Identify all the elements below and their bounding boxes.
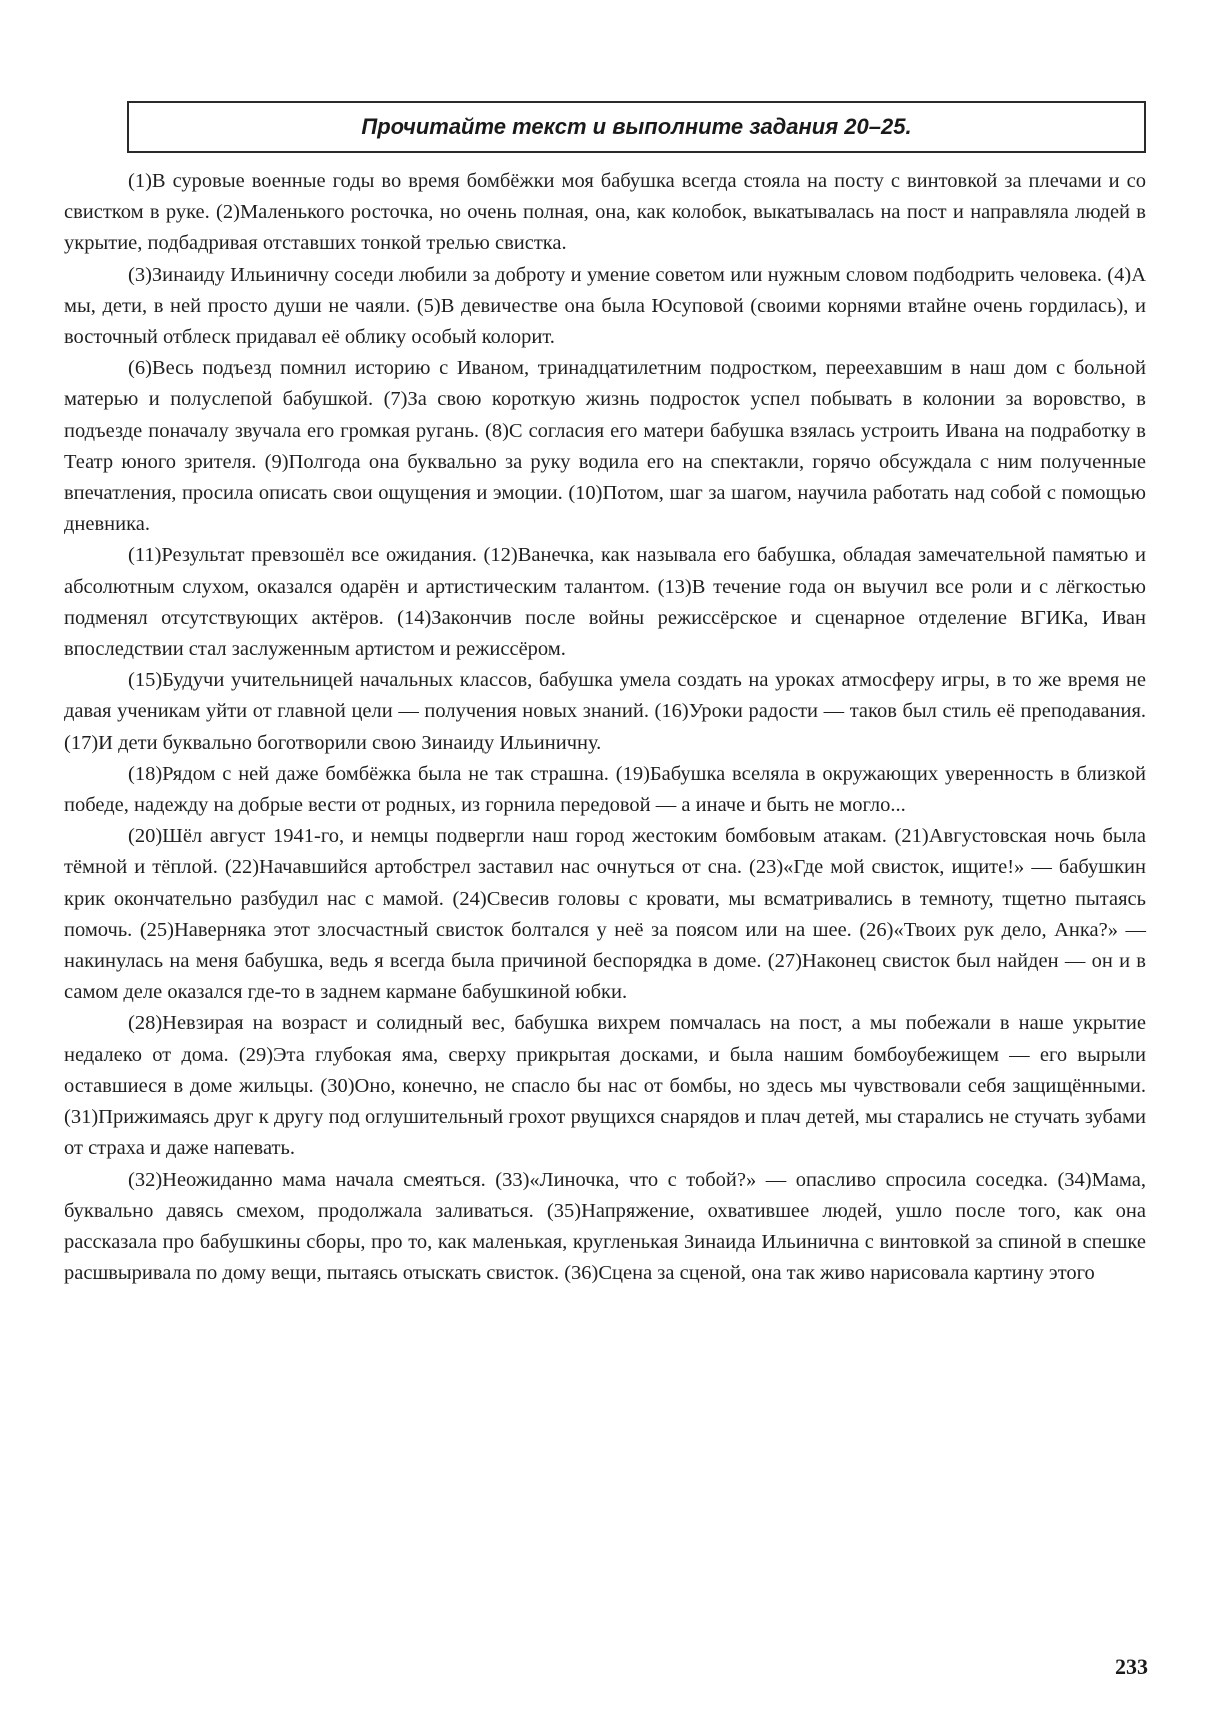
paragraph-9: (32)Неожиданно мама начала смеяться. (33)«Линочка, что с тобой?» — опасливо спросила соседка. (34)Мама, буквально давясь смехом, продолжала заливаться. (35)Напряжение, охватившее людей, ушло после того, как она рассказала про бабушкины сборы, про то, как маленькая, кругленькая Зинаида Ильинична с винтовкой за спиной в спешке расшвыривала по дому вещи, пытаясь отыскать свисток. (36)Сцена за сценой, она так живо нарисовала картину этого [64,1168,1146,1285]
paragraph-4: (11)Результат превзошёл все ожидания. (12)Ванечка, как называла его бабушка, обладая замечательной памятью и абсолютным слухом, оказался одарён и артистическим талантом. (13)В течение года он выучил все роли и с лёгкостью подменял отсутствующих актёров. (14)Закончив после войны режиссёрское и сценарное отделение ВГИКа, Иван впоследствии стал заслуженным артистом и режиссёром. [64,544,1146,661]
task-title: Прочитайте текст и выполните задания 20–25. [361,114,912,139]
paragraph-5: (15)Будучи учительницей начальных классов, бабушка умела создать на уроках атмосферу игры, в то же время не давая ученикам уйти от главной цели — получения новых знаний. (16)Уроки радости — таков был стиль её преподавания. (17)И дети буквально боготворили свою Зинаиду Ильиничну. [64,669,1146,754]
paragraph-6: (18)Рядом с ней даже бомбёжка была не так страшна. (19)Бабушка вселяла в окружающих уверенность в близкой победе, надежду на добрые вести от родных, из горнила передовой — а иначе и быть не могло... [64,762,1146,817]
page-number: 233 [1115,1654,1148,1679]
task-header-box [127,101,1146,153]
reading-text [64,166,1146,1289]
paragraph-1: (1)В суровые военные годы во время бомбёжки моя бабушка всегда стояла на посту с винтовкой за плечами и со свистком в руке. (2)Маленького росточка, но очень полная, она, как колобок, выкатывалась на пост и направляла людей в укрытие, подбадривая отставших тонкой трелью свистка. [64,170,1146,255]
paragraph-8: (28)Невзирая на возраст и солидный вес, бабушка вихрем помчалась на пост, а мы побежали в наше укрытие недалеко от дома. (29)Эта глубокая яма, сверху прикрытая досками, и была нашим бомбоубежищем — его вырыли оставшиеся в доме жильцы. (30)Оно, конечно, не спасло бы нас от бомбы, но здесь мы чувствовали себя защищёнными. (31)Прижимаясь друг к другу под оглушительный грохот рвущихся снарядов и плач детей, мы старались не стучать зубами от страха и даже напевать. [64,1012,1146,1160]
paragraph-2: (3)Зинаиду Ильиничну соседи любили за доброту и умение советом или нужным словом подбодрить человека. (4)А мы, дети, в ней просто души не чаяли. (5)В девичестве она была Юсуповой (своими корнями втайне очень гордилась), и восточный отблеск придавал её облику особый колорит. [64,263,1146,349]
paragraph-3: (6)Весь подъезд помнил историю с Иваном, тринадцатилетним подростком, переехавшим в наш дом с больной матерью и полуслепой бабушкой. (7)За свою короткую жизнь подросток успел побывать в колонии за воровство, в подъезде поначалу звучала его громкая ругань. (8)С согласия его матери бабушка взялась устроить Ивана на подработку в Театр юного зрителя. (9)Полгода она буквально за руку водила его на спектакли, горячо обсуждала с ним полученные впечатления, просила описать свои ощущения и эмоции. (10)Потом, шаг за шагом, научила работать над собой с помощью дневника. [64,357,1146,536]
paragraph-7: (20)Шёл август 1941-го, и немцы подвергли наш город жестоким бомбовым атакам. (21)Августовская ночь была тёмной и тёплой. (22)Начавшийся артобстрел заставил нас очнуться от сна. (23)«Где мой свисток, ищите!» — бабушкин крик окончательно разбудил нас с мамой. (24)Свесив головы с кровати, мы всматривались в темноту, тщетно пытаясь помочь. (25)Наверняка этот злосчастный свисток болтался у неё за поясом или на шее. (26)«Твоих рук дело, Анка?» — накинулась на меня бабушка, ведь я всегда была причиной беспорядка в доме. (27)Наконец свисток был найден — он и в самом деле оказался где-то в заднем кармане бабушкиной юбки. [64,825,1146,1004]
